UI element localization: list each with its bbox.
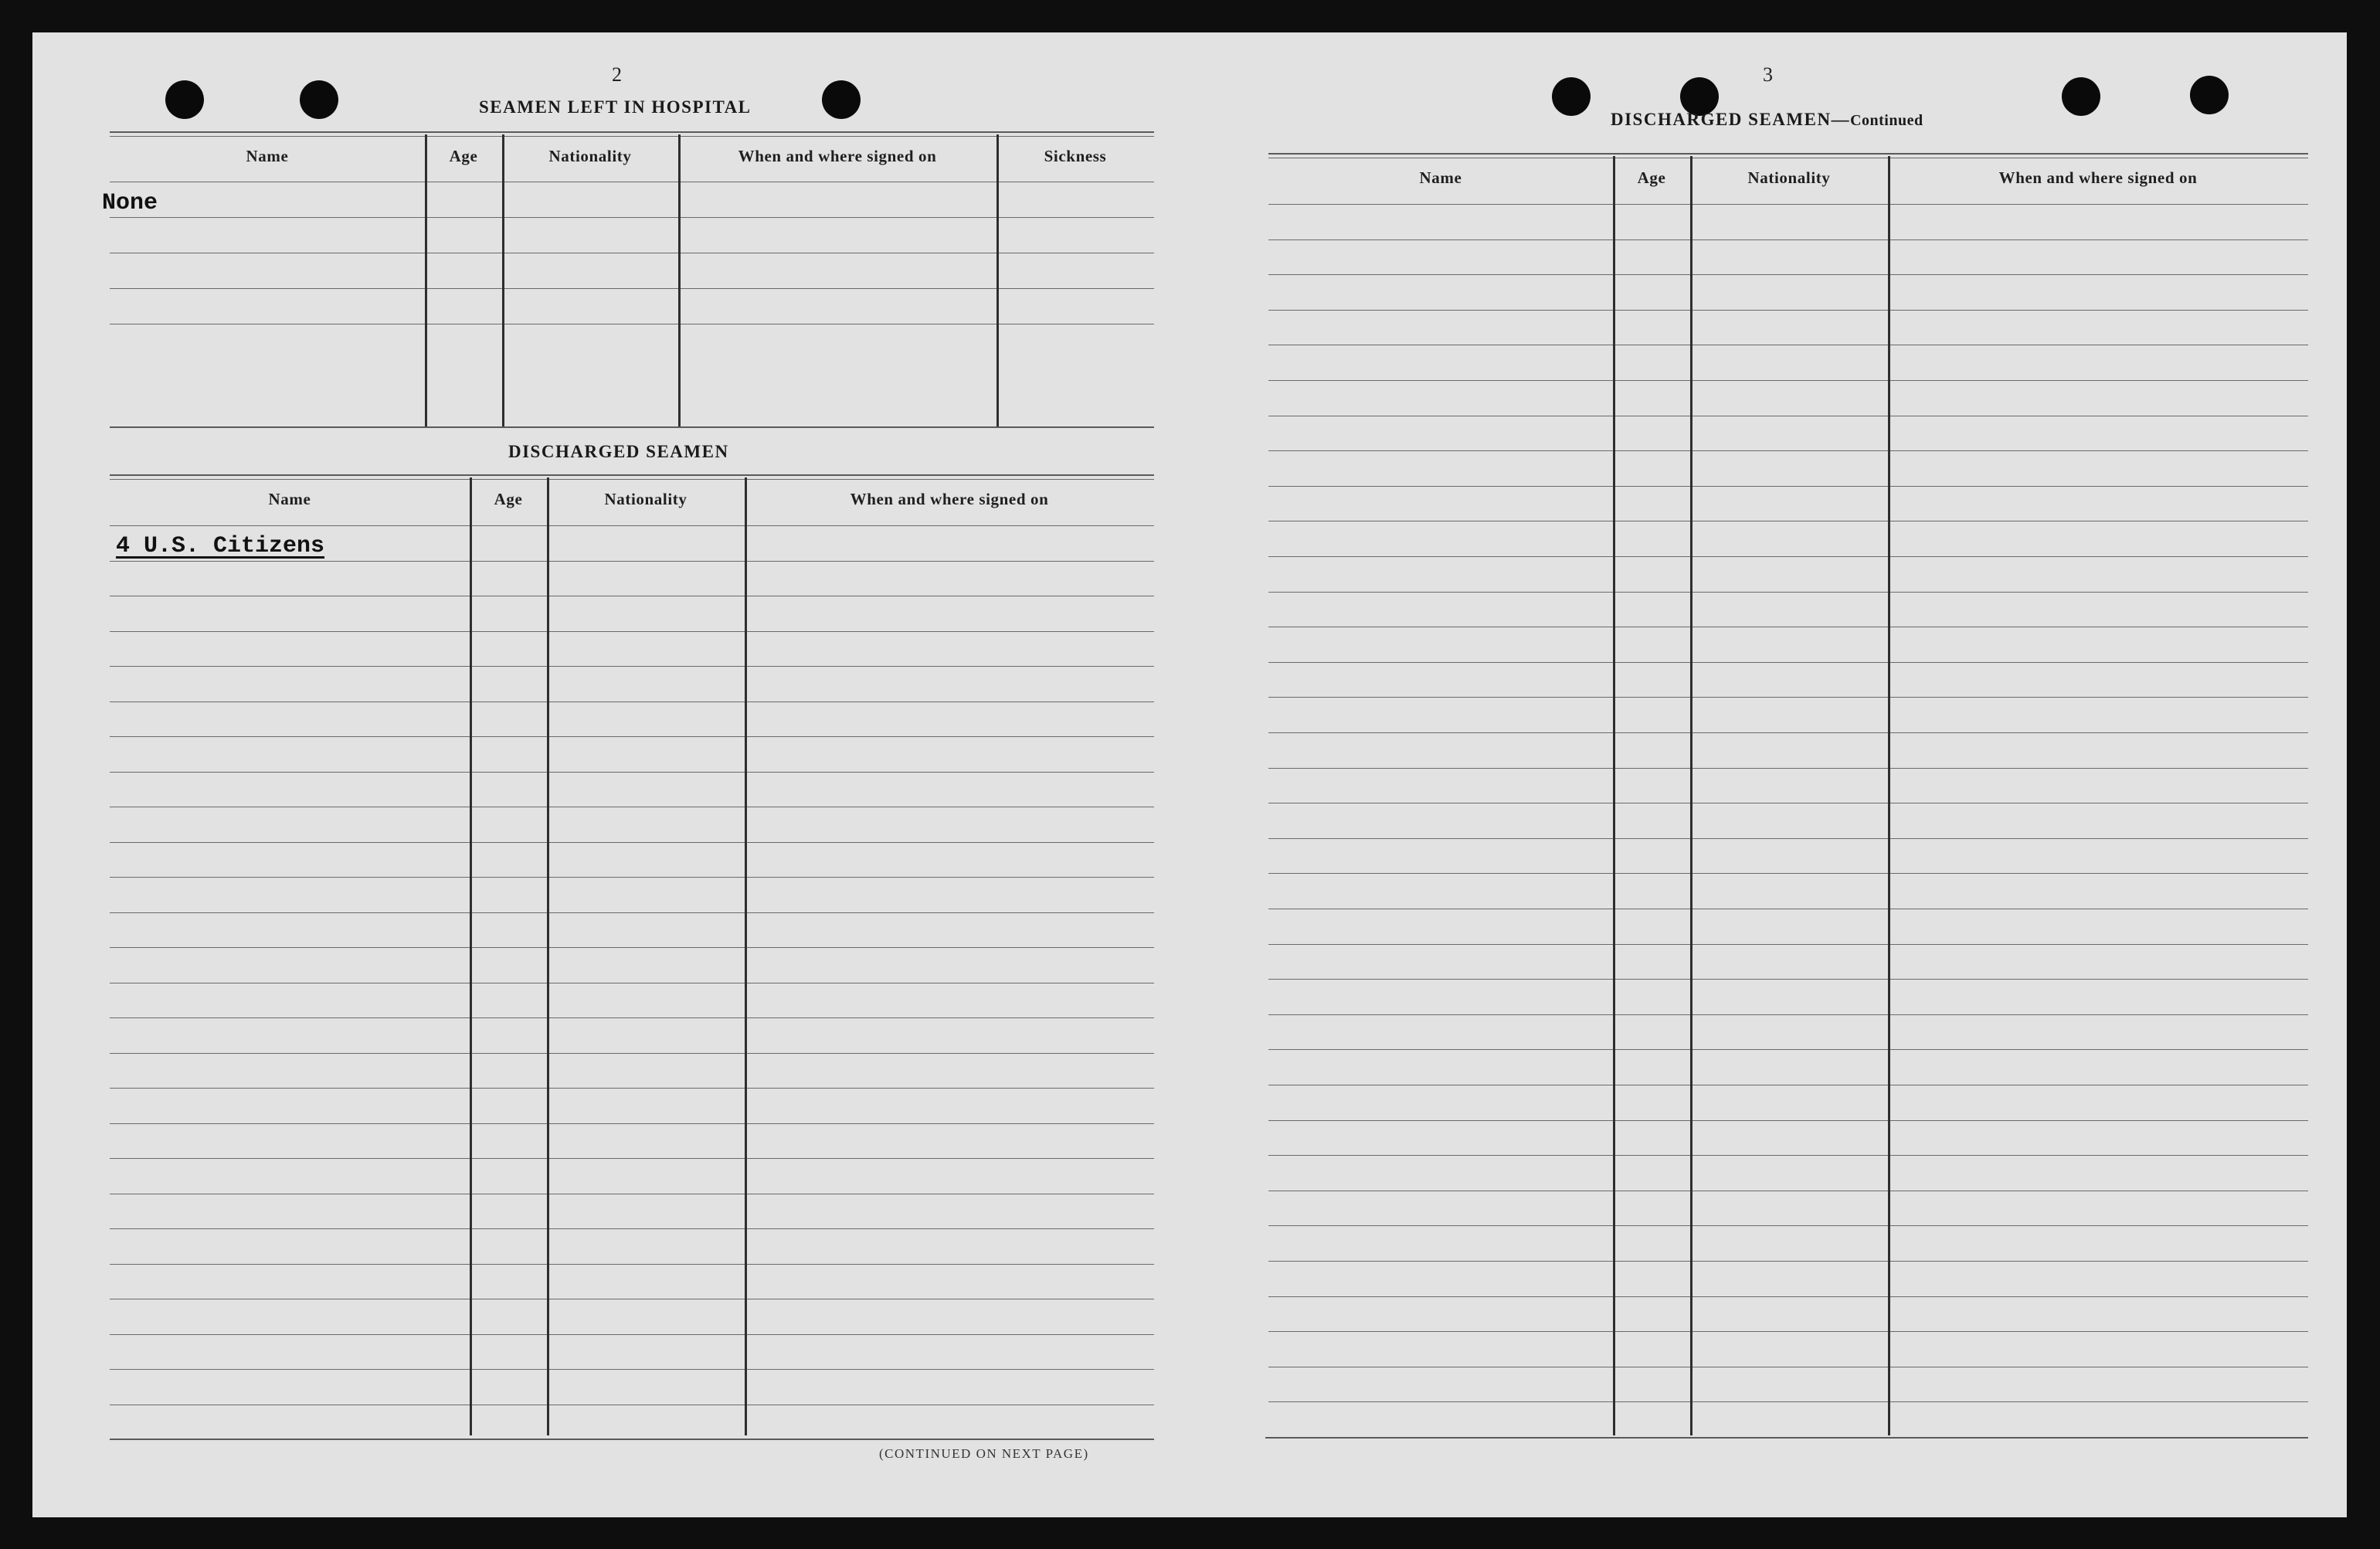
punch-hole [2190,76,2229,114]
table-row-rule [1268,1155,2308,1156]
table-top-rule [110,131,1154,133]
table-row-rule [1268,768,2308,769]
table-row-rule [110,1264,1154,1265]
table-row-rule [110,666,1154,667]
hospital-col-name: Name [246,147,289,165]
table-row-rule [1268,732,2308,733]
hospital-col-signed-on: When and where signed on [738,147,937,165]
table-row-rule [110,1053,1154,1054]
hospital-col-age: Age [449,147,478,165]
table-row-rule [1268,274,2308,275]
punch-hole [2062,77,2100,116]
table-row-rule [110,631,1154,632]
table-row-rule [110,1123,1154,1124]
table-row-rule [110,525,1154,526]
table-row-rule [110,912,1154,913]
table-row-rule [1268,1331,2308,1332]
column-divider [1690,156,1692,1435]
table-row-rule [110,1369,1154,1370]
page-number-right: 3 [1763,63,1773,86]
discharged-col-nationality: Nationality [604,490,688,508]
table-row-rule [110,947,1154,948]
hospital-section-title: SEAMEN LEFT IN HOSPITAL [479,97,752,117]
discharged-col-signed-on: When and where signed on [850,490,1049,508]
table-row-rule [1268,1225,2308,1226]
table-row-rule [1268,1401,2308,1402]
column-divider [1613,156,1615,1435]
table-row-rule [110,772,1154,773]
punch-hole [300,80,338,119]
table-row-rule [110,1088,1154,1089]
continued-col-nationality: Nationality [1747,168,1831,187]
table-row-rule [1268,944,2308,945]
table-top-rule [1268,153,2308,155]
column-divider [502,134,504,426]
table-row-rule [1268,697,2308,698]
discharged-entry-name: 4 U.S. Citizens [116,533,325,559]
column-divider [1888,156,1890,1435]
column-divider [678,134,681,426]
table-row-rule [110,1158,1154,1159]
table-row-rule [1268,1261,2308,1262]
column-divider [996,134,999,426]
form-sheet [32,32,2347,1517]
table-top-rule [110,474,1154,476]
discharged-col-name: Name [268,490,311,508]
table-row-rule [110,736,1154,737]
hospital-entry-name: None [102,190,158,216]
table-bottom-rule [1265,1437,2308,1439]
column-divider [547,477,549,1435]
continued-col-age: Age [1637,168,1666,187]
continued-col-signed-on: When and where signed on [1998,168,2198,187]
continued-col-name: Name [1419,168,1462,187]
continued-section-title [1611,110,1923,130]
table-row-rule [1268,873,2308,874]
table-top-rule [110,479,1154,480]
table-row-rule [1268,592,2308,593]
table-row-rule [110,842,1154,843]
table-row-rule [110,1334,1154,1335]
continued-footer: (CONTINUED ON NEXT PAGE) [879,1446,1089,1461]
hospital-col-sickness: Sickness [1044,147,1107,165]
table-row-rule [110,701,1154,702]
table-row-rule [1268,662,2308,663]
table-row-rule [1268,979,2308,980]
table-row-rule [110,1228,1154,1229]
column-divider [470,477,472,1435]
table-row-rule [1268,204,2308,205]
punch-hole [1552,77,1591,116]
table-row-rule [110,561,1154,562]
table-row-rule [110,1017,1154,1018]
discharged-section-title: DISCHARGED SEAMEN [508,442,729,461]
column-divider [745,477,747,1435]
page-number-left: 2 [612,63,622,86]
punch-hole [822,80,861,119]
continued-title-main: DISCHARGED SEAMEN— [1611,110,1851,129]
table-row-rule [1268,1014,2308,1015]
table-row-rule [1268,486,2308,487]
table-row-rule [1268,556,2308,557]
table-row-rule [1268,1296,2308,1297]
discharged-col-age: Age [494,490,523,508]
table-bottom-rule [110,426,1154,428]
column-divider [425,134,427,426]
table-row-rule [1268,838,2308,839]
hospital-col-nationality: Nationality [548,147,632,165]
table-row-rule [1268,239,2308,240]
table-row-rule [1268,1120,2308,1121]
continued-title-suffix: Continued [1850,112,1923,129]
table-row-rule [1268,310,2308,311]
table-row-rule [1268,450,2308,451]
table-row-rule [1268,380,2308,381]
table-row-rule [110,877,1154,878]
table-bottom-rule [110,1439,1154,1440]
punch-hole [165,80,204,119]
table-row-rule [1268,1049,2308,1050]
